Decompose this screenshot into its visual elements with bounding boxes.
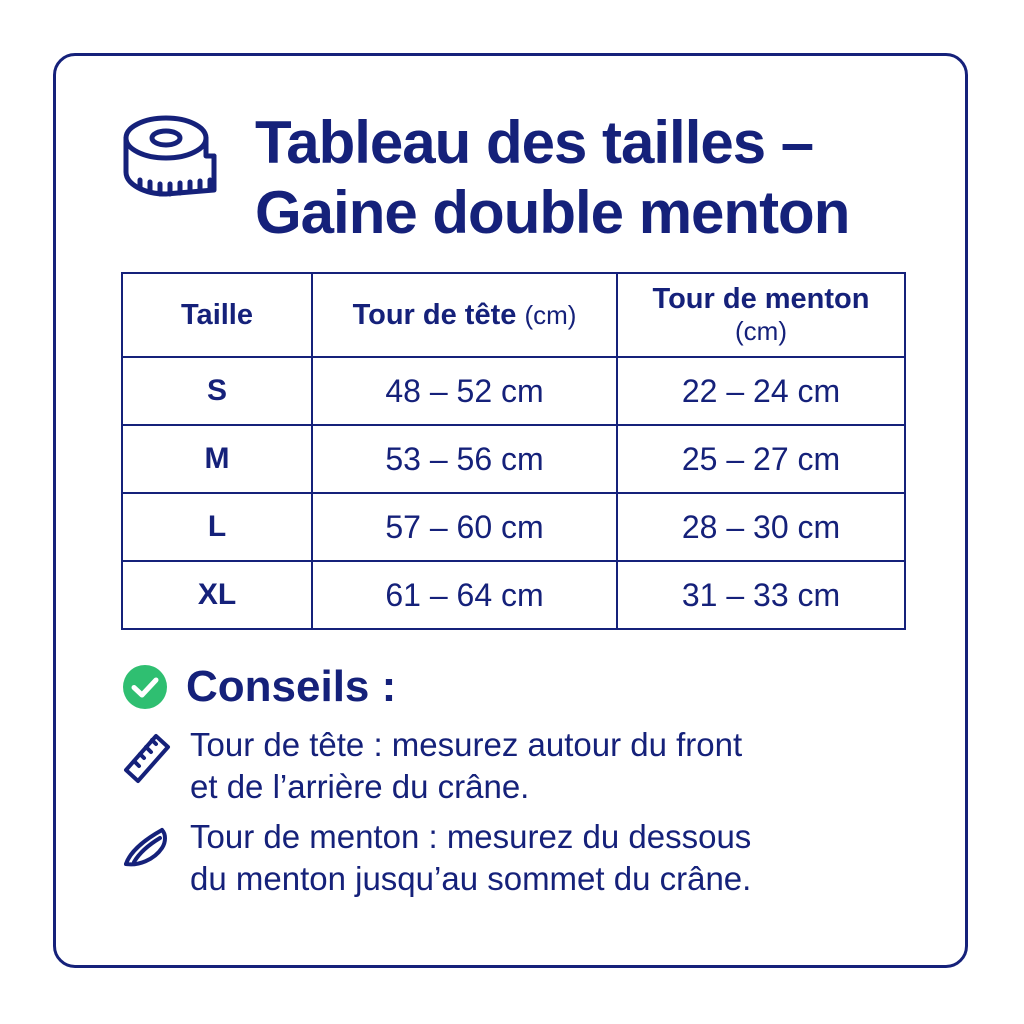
chin-icon [120,822,172,878]
head-cell: 61 – 64 cm [312,561,617,629]
check-circle-icon [122,664,168,710]
size-cell: S [122,357,312,425]
header-chin-label: Tour de menton [652,283,870,315]
size-cell: M [122,425,312,493]
head-cell: 57 – 60 cm [312,493,617,561]
chin-cell: 25 – 27 cm [617,425,905,493]
tip-chin-line-2: du menton jusqu’au sommet du crâne. [190,860,752,897]
tip-chin-line-1: Tour de menton : mesurez du dessous [190,818,752,855]
size-cell: XL [122,561,312,629]
size-table [121,272,906,630]
header-head-circumference [312,273,617,357]
measuring-tape-icon [118,110,226,202]
chin-cell: 28 – 30 cm [617,493,905,561]
tips-heading [122,662,396,712]
head-cell: 53 – 56 cm [312,425,617,493]
table-row [122,425,905,493]
header-head-label: Tour de tête [352,298,517,331]
tips-title: Conseils : [186,662,397,711]
size-cell: L [122,493,312,561]
tip-item-chin [120,816,890,900]
title-line-2: Gaine double menton [255,179,850,246]
ruler-icon [120,730,172,786]
table-row [122,561,905,629]
header-chin-circumference [617,273,905,357]
tip-item-head [120,724,890,808]
tip-head-line-1: Tour de tête : mesurez autour du front [190,726,743,763]
header-chin-unit: (cm) [735,316,787,346]
header-size: Taille [122,273,312,357]
table-row [122,493,905,561]
title-line-1: Tableau des tailles – [255,109,814,176]
page-title [255,108,849,248]
header-head-unit: (cm) [524,299,577,330]
table-header-row [122,273,905,357]
chin-cell: 31 – 33 cm [617,561,905,629]
tip-head-line-2: et de l’arrière du crâne. [190,768,530,805]
table-row [122,357,905,425]
head-cell: 48 – 52 cm [312,357,617,425]
chin-cell: 22 – 24 cm [617,357,905,425]
